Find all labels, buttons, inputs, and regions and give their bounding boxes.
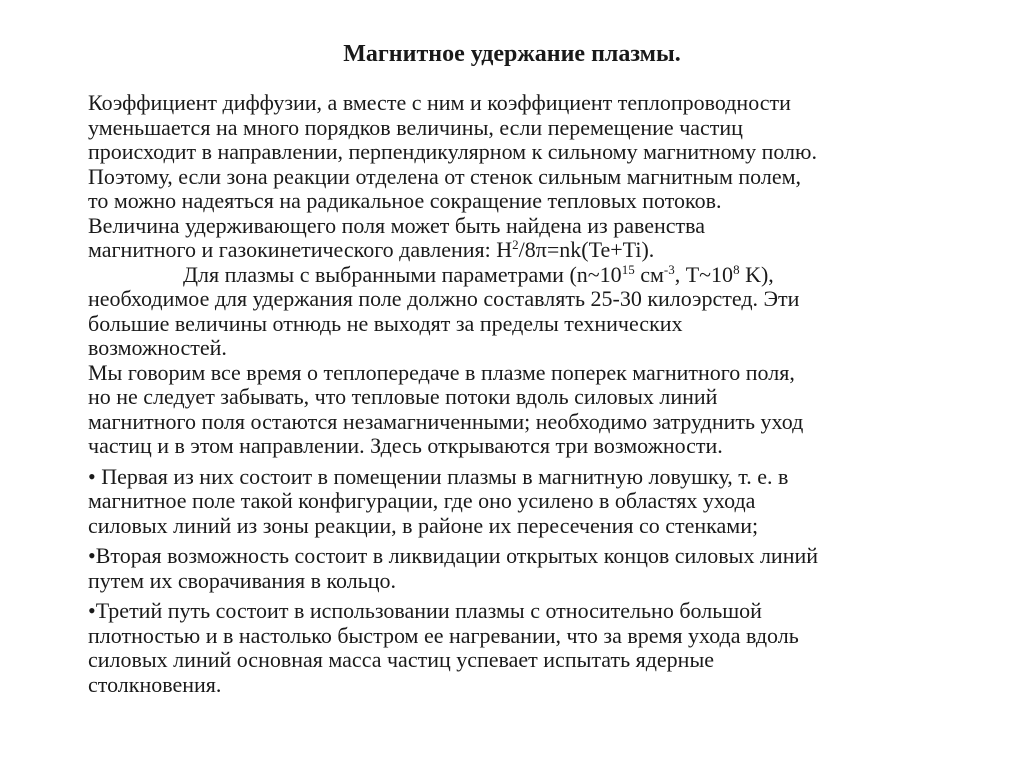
text-line: необходимое для удержания поле должно составлять 25-30 килоэрстед. Эти [88,286,800,311]
bullet-line: силовых линий основная масса частиц успевает испытать ядерные [88,647,715,672]
text-line: уменьшается на много порядков величины, если перемещение частиц [88,114,743,140]
params-line [88,263,948,288]
params-text: K), [739,261,774,287]
text-line: магнитного поля остаются незамагниченными; необходимо затруднить уход [88,408,804,434]
bullet-item-2 [88,544,948,593]
text-line: Величина удерживающего поля может быть найдена из равенства [88,212,706,238]
bullet-line: магнитное поле такой конфигурации, где оно усилено в областях ухода [88,488,756,513]
params-text: Для плазмы с выбранными параметрами (n~10 [183,261,622,287]
unit-exponent: -3 [663,261,675,277]
formula-text: /8 [518,237,536,262]
text-line: Поэтому, если зона реакции отделена от стенок сильным магнитным полем, [88,163,802,189]
text-line: происходит в направлении, перпендикулярном к сильному магнитному полю. [88,139,817,164]
bullet-line: плотностью и в настолько быстром ее нагревании, что за время ухода вдоль [88,622,799,648]
bullet-line: путем их сворачивания в кольцо. [88,567,397,593]
text-line: Мы говорим все время о теплопередаче в плазме поперек магнитного поля, [88,359,795,385]
bullet-line: • Первая из них состоит в помещении плазмы в магнитную ловушку, т. е. в [88,463,789,489]
temperature-exponent: 8 [733,261,740,277]
text-line: то можно надеяться на радикальное сокращение тепловых потоков. [88,188,722,213]
text-line: большие величины отнюдь не выходят за пределы технических [88,310,683,336]
bullet-item-3 [88,599,948,697]
bullet-item-1 [88,465,948,539]
bullet-line: •Вторая возможность состоит в ликвидации открытых концов силовых линий [88,543,819,568]
text-line: частиц и в этом направлении. Здесь открываются три возможности. [88,433,723,458]
text-line: но не следует забывать, что тепловые потоки вдоль силовых линий [88,384,718,409]
bullet-line: •Третий путь состоит в использовании плазмы с относительно большой [88,598,762,623]
density-exponent: 15 [621,261,635,277]
slide-title: Магнитное удержание плазмы. [343,41,681,67]
formula-exponent: 2 [512,237,519,252]
formula-text: =nk(Te+Ti). [546,237,655,262]
text-line: возможностей. [88,335,227,360]
bullet-line: столкновения. [88,671,222,697]
pi-symbol: π [535,237,547,262]
bullet-line: силовых линий из зоны реакции, в районе их пересечения со стенками; [88,512,759,538]
params-text: см [634,261,664,287]
formula-line [88,238,948,263]
formula-text: магнитного и газокинетического давления: H [88,237,513,262]
slide-body [88,91,948,697]
params-text: , T~10 [674,261,734,287]
text-line: Коэффициент диффузии, а вместе с ним и коэффициент теплопроводности [88,90,791,115]
